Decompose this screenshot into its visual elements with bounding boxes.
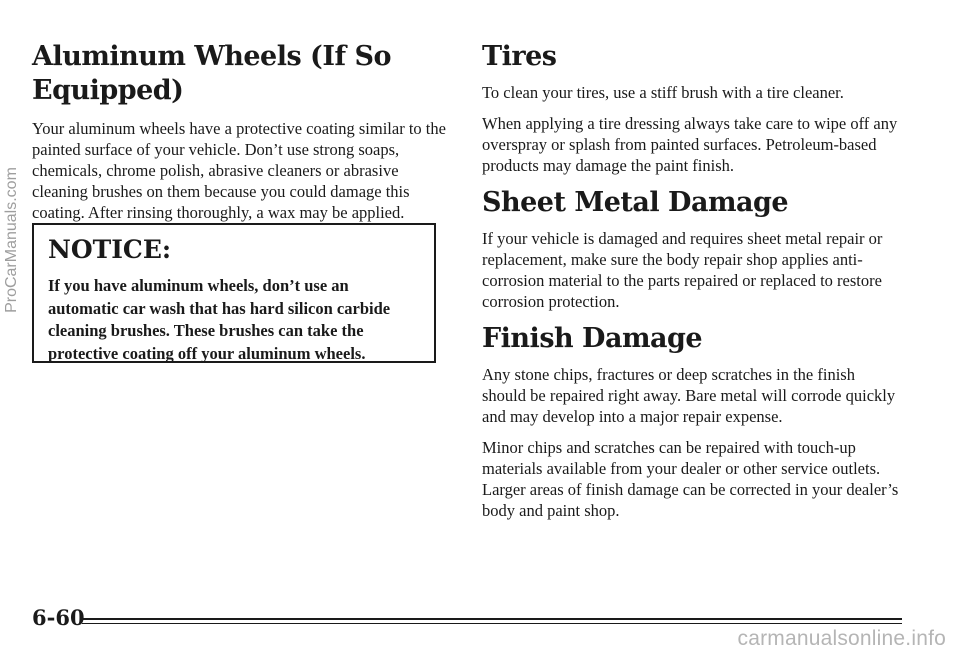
side-watermark-text: ProCarManuals.com <box>3 167 20 313</box>
notice-title: NOTICE: <box>48 235 172 264</box>
side-watermark <box>2 90 22 390</box>
page-number: 6-60 <box>32 605 85 630</box>
finish-damage-paragraph-1: Any stone chips, fractures or deep scratches in the finish should be repaired right away. Bare metal will corrode quickly and may develop into a major repair expense. <box>482 365 896 426</box>
footer-rule <box>82 618 902 620</box>
tires-heading: Tires <box>482 41 557 72</box>
sheet-metal-paragraph: If your vehicle is damaged and requires sheet metal repair or replacement, make sure the body repair shop applies anti-corrosion material to the parts repaired or replaced to restore corrosion protection. <box>482 229 883 311</box>
right-column <box>482 40 902 531</box>
sheet-metal-heading: Sheet Metal Damage <box>482 187 789 218</box>
notice-box <box>32 223 436 363</box>
tires-paragraph-2: When applying a tire dressing always take care to wipe off any overspray or splash from painted surfaces. Petroleum-based products may damage the paint finish. <box>482 114 898 175</box>
notice-body: If you have aluminum wheels, don’t use an automatic car wash that has hard silicon carbide cleaning brushes. These brushes can take the protective coating off your aluminum wheels. <box>48 276 391 363</box>
aluminum-wheels-paragraph: Your aluminum wheels have a protective coating similar to the painted surface of your vehicle. Don’t use strong soaps, chemicals, chrome polish, abrasive cleaners or abrasive cleaning brushes on them because you could damage this coating. After rinsing thoroughly, a wax may be applied. <box>32 119 446 222</box>
tires-paragraph-1: To clean your tires, use a stiff brush with a tire cleaner. <box>482 83 844 102</box>
finish-damage-paragraph-2: Minor chips and scratches can be repaired with touch-up materials available from your dealer or other service outlets. Larger areas of finish damage can be corrected in your dealer’s body and paint shop. <box>482 438 899 520</box>
footer-rule-thin <box>82 623 902 624</box>
bottom-watermark: carmanualsonline.info <box>737 627 946 650</box>
finish-damage-heading: Finish Damage <box>482 323 703 354</box>
aluminum-wheels-heading: Aluminum Wheels (If So Equipped) <box>32 41 391 106</box>
left-column <box>32 40 450 233</box>
